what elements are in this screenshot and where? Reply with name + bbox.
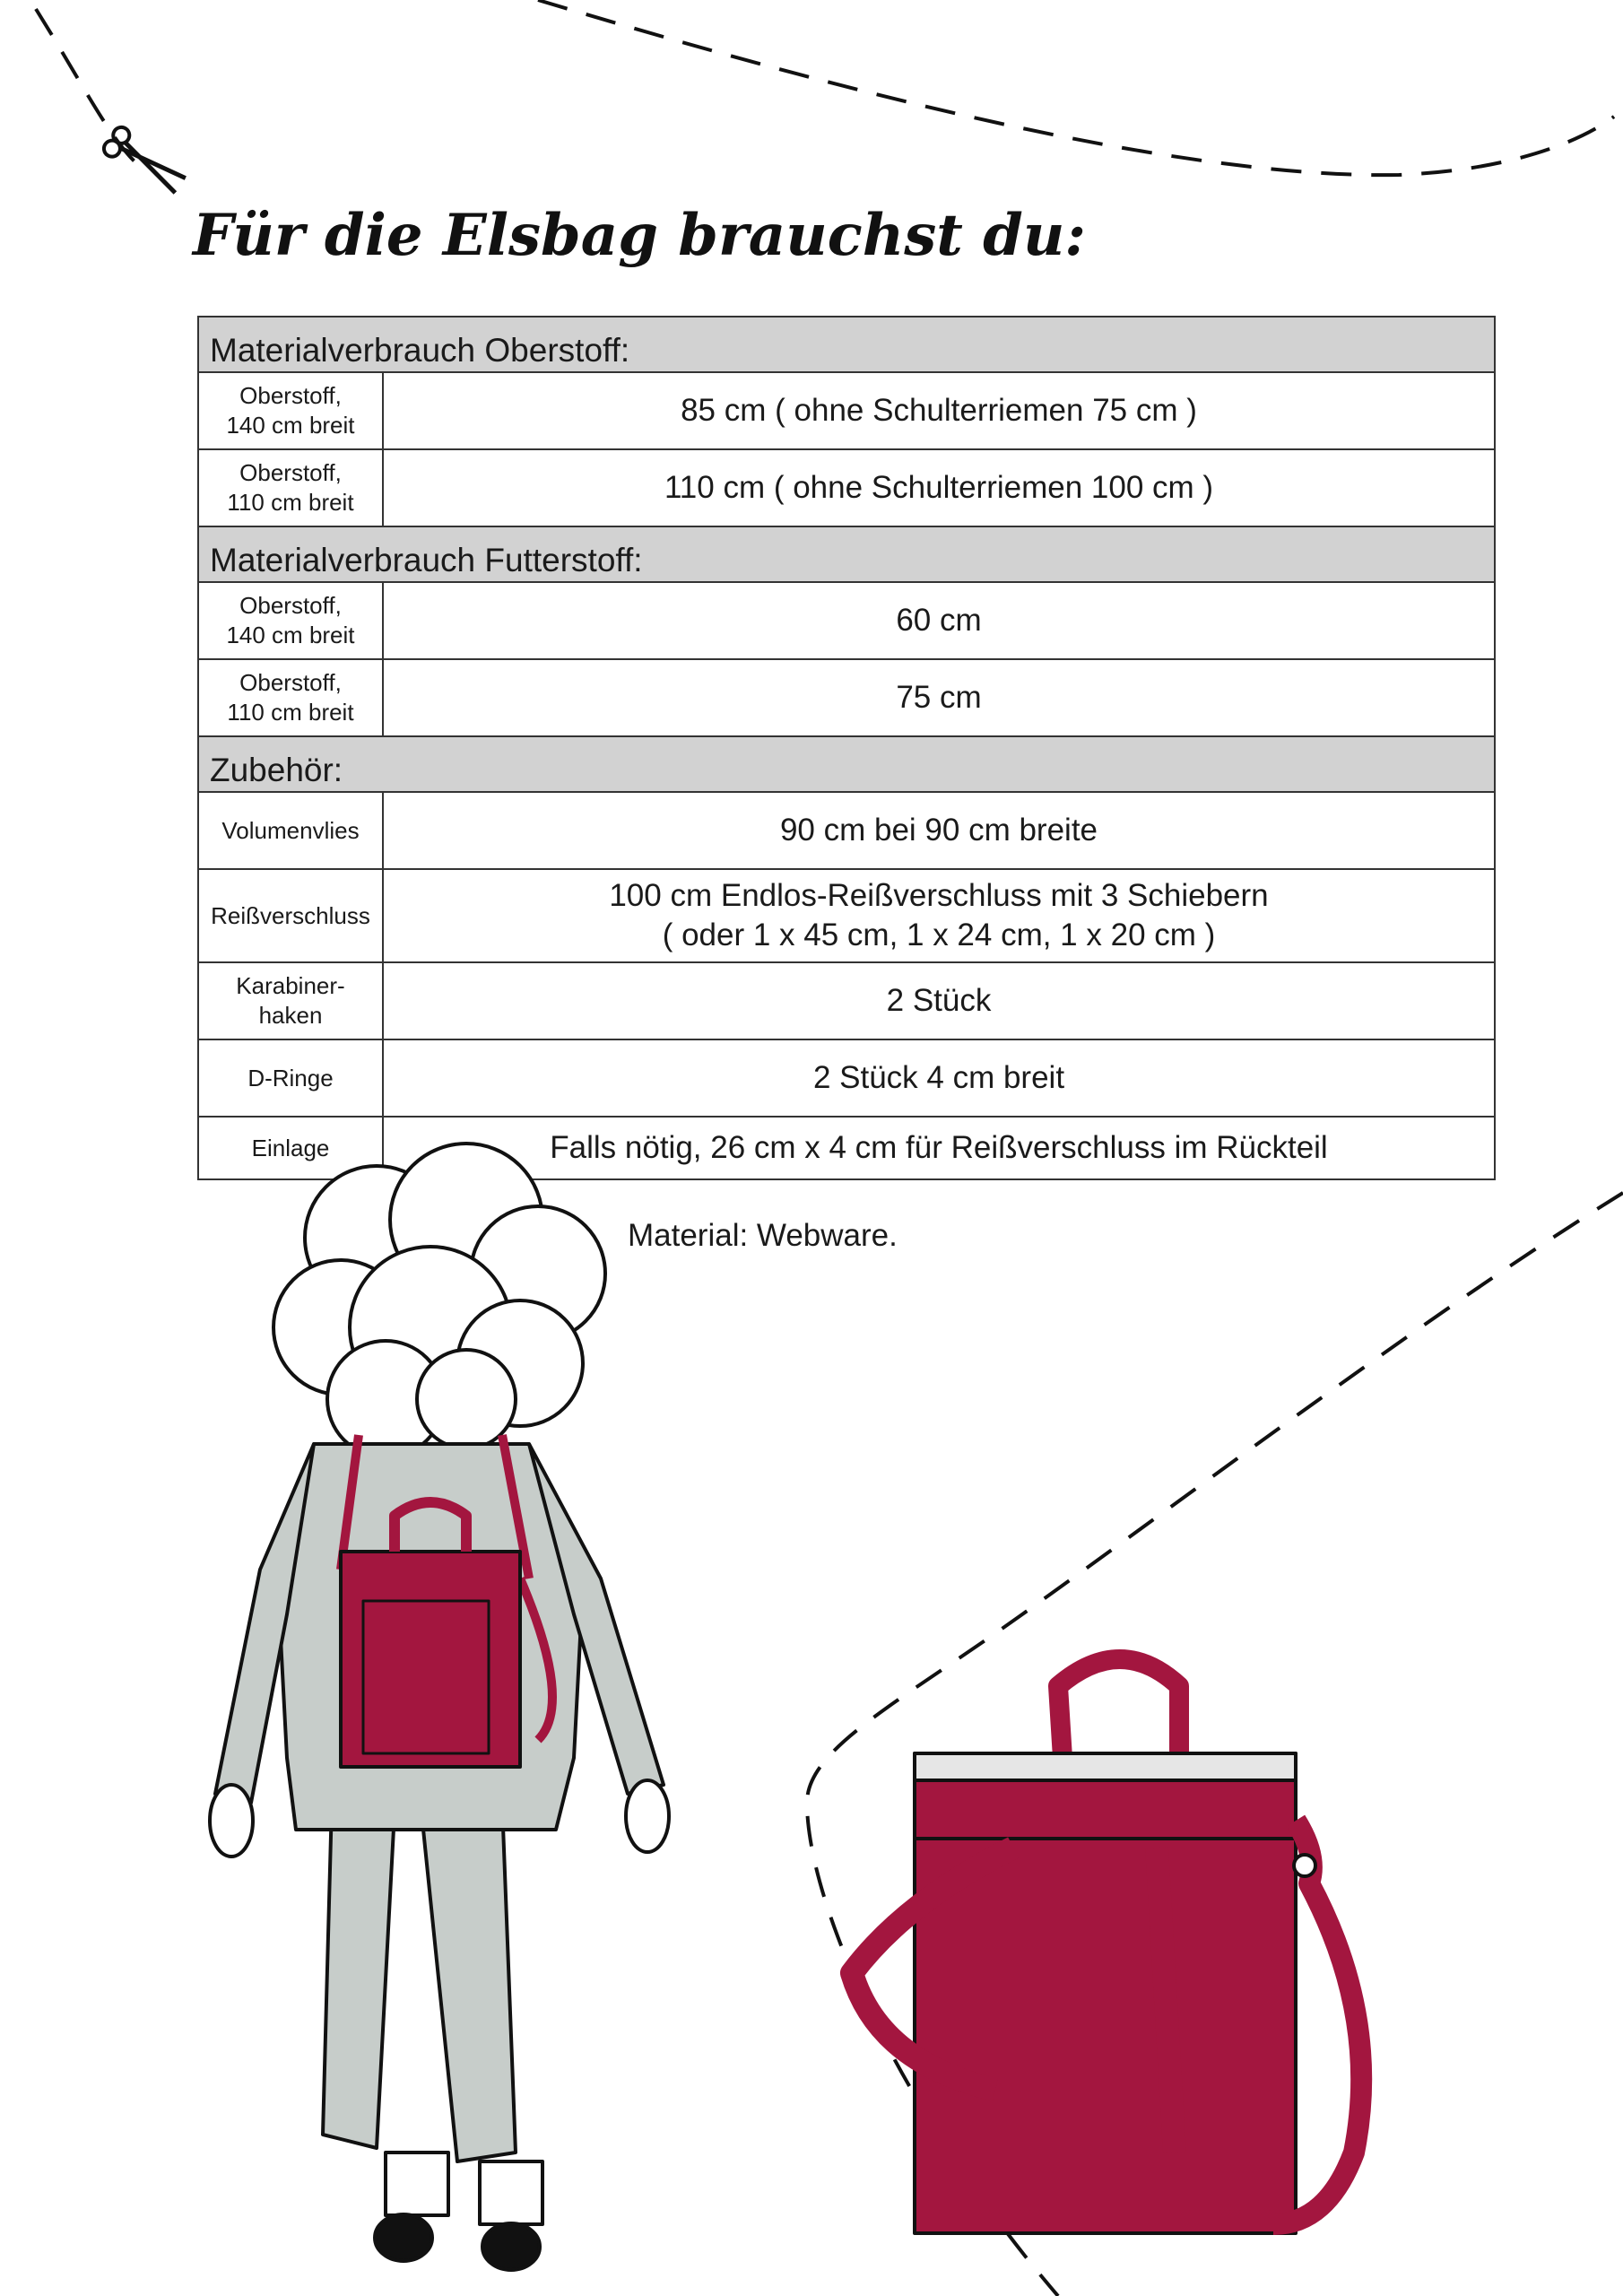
row-label: Volumenvlies — [198, 792, 383, 869]
sock-left — [386, 2152, 448, 2215]
bag-body — [915, 1753, 1296, 2233]
row-value: 2 Stück 4 cm breit — [383, 1039, 1495, 1117]
sock-right — [480, 2161, 542, 2224]
section-header-zubehoer: Zubehör: — [198, 736, 1495, 792]
row-label: Einlage — [198, 1117, 383, 1179]
leg-right — [421, 1803, 516, 2161]
row-label: Reißverschluss — [198, 869, 383, 962]
row-value: 60 cm — [383, 582, 1495, 659]
backpack-body — [341, 1552, 520, 1767]
row-label: Karabiner- haken — [198, 962, 383, 1039]
row-label: Oberstoff, 140 cm breit — [198, 582, 383, 659]
hand-right — [626, 1780, 669, 1852]
row-label: Oberstoff, 140 cm breit — [198, 372, 383, 449]
shoe-right — [482, 2223, 540, 2270]
row-value: 85 cm ( ohne Schulterriemen 75 cm ) — [383, 372, 1495, 449]
section-header-futterstoff: Materialverbrauch Futterstoff: — [198, 526, 1495, 582]
bag-top-band — [915, 1753, 1296, 1780]
row-value: 2 Stück — [383, 962, 1495, 1039]
child-with-backpack — [210, 1144, 669, 2270]
carabiner-hook — [1294, 1855, 1315, 1876]
page-title: Für die Elsbag brauchst du: — [193, 202, 1087, 269]
row-label: D-Ringe — [198, 1039, 383, 1117]
bag-handle — [1058, 1659, 1179, 1758]
row-value: 100 cm Endlos-Reißverschluss mit 3 Schiebern ( oder 1 x 45 cm, 1 x 24 cm, 1 x 20 cm ) — [383, 869, 1495, 962]
row-label: Oberstoff, 110 cm breit — [198, 659, 383, 736]
shoe-left — [375, 2214, 432, 2261]
curly-hair — [273, 1144, 605, 1457]
row-value: Falls nötig, 26 cm x 4 cm für Reißverschluss im Rückteil — [383, 1117, 1495, 1179]
section-header-oberstoff: Materialverbrauch Oberstoff: — [198, 317, 1495, 372]
leg-left — [323, 1803, 395, 2148]
material-note: Material: Webware. — [628, 1218, 898, 1253]
row-value: 110 cm ( ohne Schulterriemen 100 cm ) — [383, 449, 1495, 526]
hand-left — [210, 1785, 253, 1857]
row-label: Oberstoff, 110 cm breit — [198, 449, 383, 526]
row-value: 90 cm bei 90 cm breite — [383, 792, 1495, 869]
row-value: 75 cm — [383, 659, 1495, 736]
elsbag-bag — [852, 1659, 1361, 2233]
